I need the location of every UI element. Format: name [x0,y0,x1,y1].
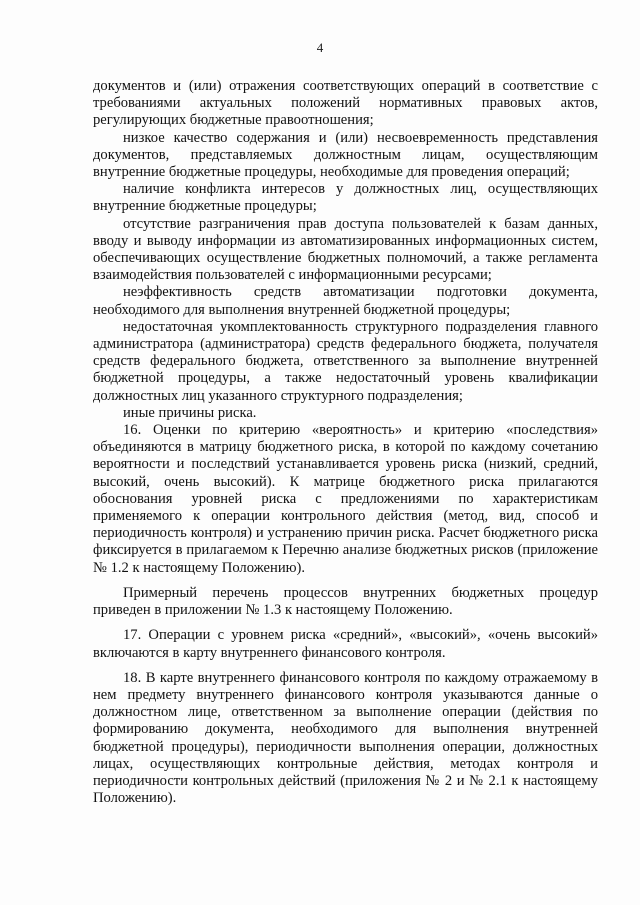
paragraph-item-16: 16. Оценки по критерию «вероятность» и критерию «последствия» объединяются в матрицу бюджетного риска, в которой по каждому сочетанию вероятности и последствий устанавливается уровень риска (низкий, средний, высокий, очень высокий). К матрице бюджетного риска прилагаются обоснования уровней риска с предложениями по характеристикам применяемого к операции контрольного действия (метод, вид, способ и периодичность контроля) и устранению причин риска. Расчет бюджетного риска фиксируется в прилагаемом к Перечню анализе бюджетных рисков (приложение № 1.2 к настоящему Положению). [93,422,598,576]
paragraph-low-quality-documents: низкое качество содержания и (или) несвоевременность представления документов, представляемых должностным лицам, осуществляющим внутренние бюджетные процедуры, необходимые для проведения операций; [93,129,598,181]
paragraph-item-18: 18. В карте внутреннего финансового контроля по каждому отражаемому в нем предмету внутреннего финансового контроля указываются данные о должностном лице, ответственном за выполнение операции (действия по формированию документа, необходимого для выполнения внутренней бюджетной процедуры), периодичности выполнения операции, должностных лицах, осуществляющих контрольные действия, методах контроля и периодичности контрольных действий (приложения № 2 и № 2.1 к настоящему Положению). [93,669,598,807]
page-number: 4 [316,40,324,55]
paragraph-continuation: документов и (или) отражения соответствующих операций в соответствие с требованиями актуальных положений нормативных правовых актов, регулирующих бюджетные правоотношения; [93,78,598,129]
paragraph-other-causes: иные причины риска. [123,404,257,421]
document-body [93,78,598,807]
paragraph-conflict-of-interest: наличие конфликта интересов у должностных лиц, осуществляющих внутренние бюджетные процедуры; [93,181,598,215]
paragraph-process-list: Примерный перечень процессов внутренних бюджетных процедур приведен в приложении № 1.3 к настоящему Положению. [93,584,598,619]
paragraph-item-17: 17. Операции с уровнем риска «средний», «высокий», «очень высокий» включаются в карту внутреннего финансового контроля. [93,627,598,661]
paragraph-automation: неэффективность средств автоматизации подготовки документа, необходимого для выполнения внутренней бюджетной процедуры; [93,284,598,318]
paragraph-access-rights: отсутствие разграничения прав доступа пользователей к базам данных, вводу и выводу информации из автоматизированных информационных систем, обеспечивающих осуществление бюджетных полномочий, а также регламента взаимодействия пользователей с информационными ресурсами; [93,215,598,284]
paragraph-staffing: недостаточная укомплектованность структурного подразделения главного администратора (администратора) средств федерального бюджета, получателя средств федерального бюджета, ответственного за выполнение внутренней бюджетной процедуры, а также недостаточный уровень квалификации должностных лиц указанного структурного подразделения; [93,318,598,404]
